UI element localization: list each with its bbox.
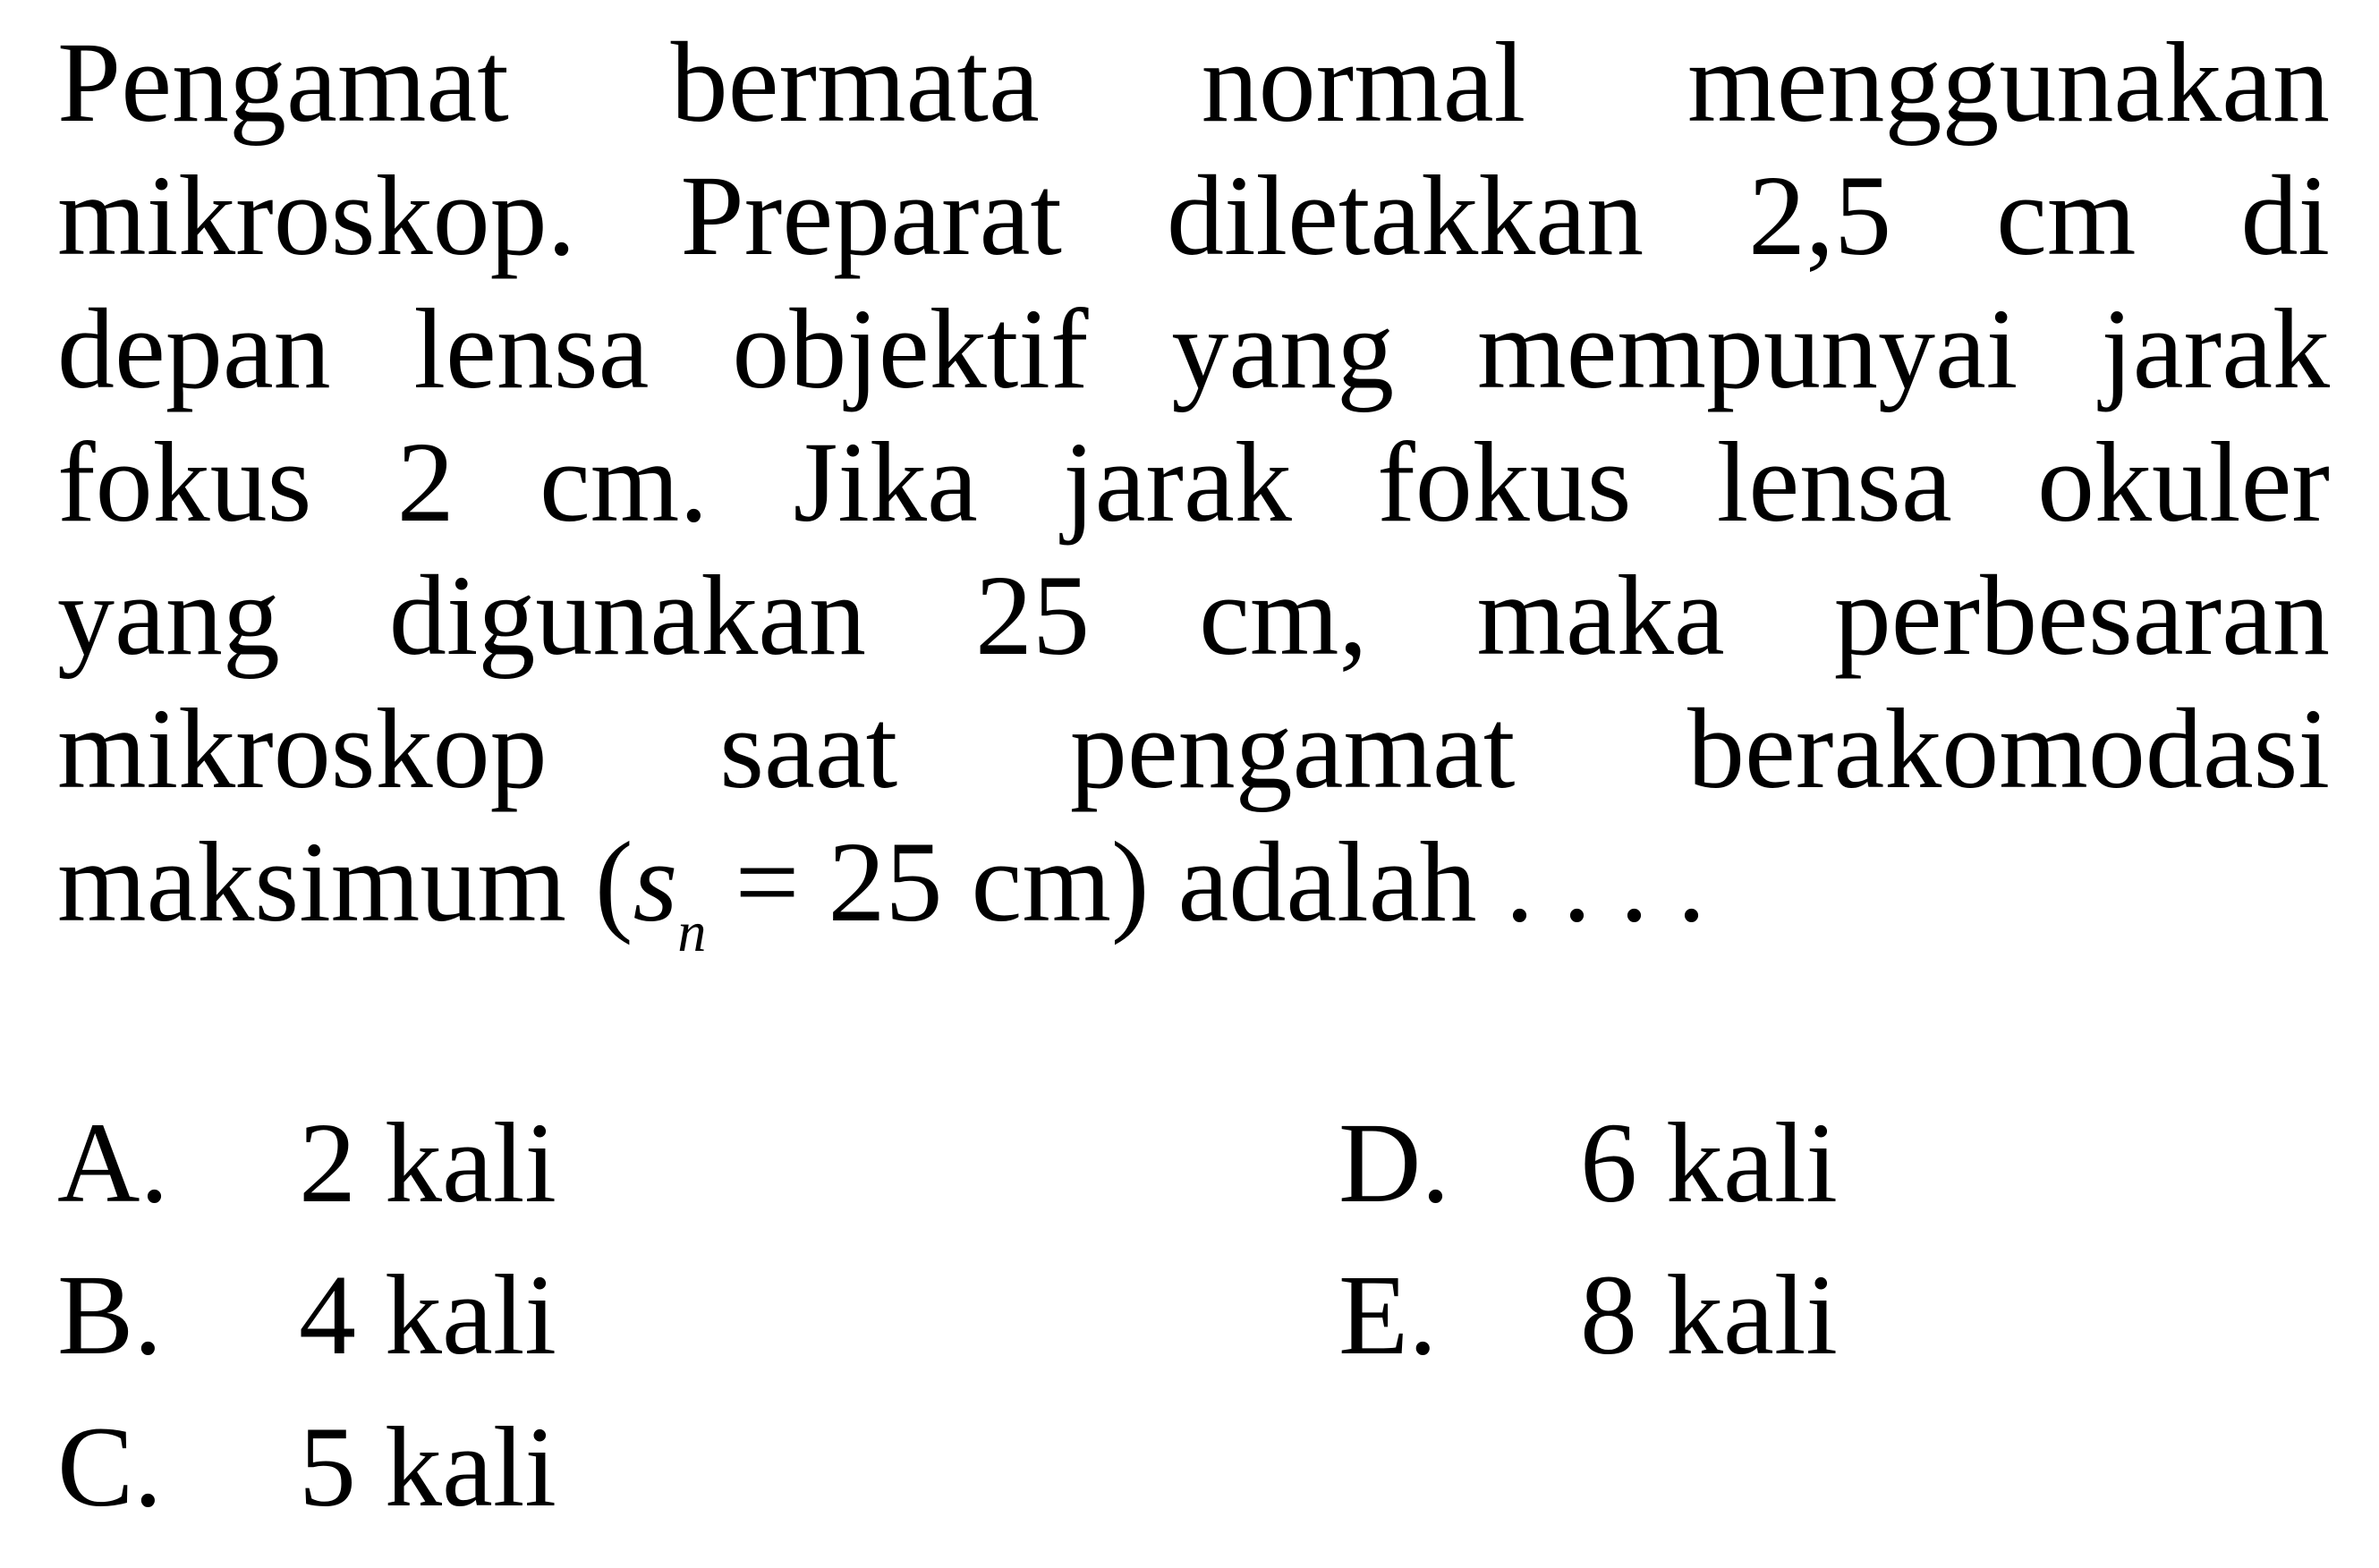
option-e[interactable] [1338, 1239, 1838, 1391]
option-b[interactable] [57, 1239, 557, 1391]
question-line-4: fokus 2 cm. Jika jarak fokus lensa okuler [57, 419, 2330, 546]
option-b-text: 4 kali [299, 1251, 557, 1378]
question-line-3: depan lensa objektif yang mempunyai jarak [57, 285, 2330, 412]
option-a-letter: A. [57, 1099, 169, 1226]
option-a[interactable] [57, 1087, 557, 1239]
option-b-letter: B. [57, 1251, 163, 1378]
option-d[interactable] [1338, 1087, 1838, 1239]
option-c-letter: C. [57, 1403, 163, 1530]
question-text [57, 16, 2330, 963]
question-line-6: mikroskop saat pengamat berakomodasi [57, 685, 2330, 812]
question-line-5: yang digunakan 25 cm, maka perbesaran [57, 552, 2330, 679]
option-c[interactable] [57, 1391, 557, 1543]
option-d-letter: D. [1338, 1099, 1450, 1226]
subscript-n: n [677, 900, 707, 963]
question-line-7-prefix: maksimum ( [57, 818, 633, 945]
option-e-letter: E. [1338, 1251, 1438, 1378]
question-line-7 [57, 816, 2330, 963]
option-c-text: 5 kali [299, 1403, 557, 1530]
option-e-text: 8 kali [1580, 1251, 1838, 1378]
question-line-2: mikroskop. Preparat diletakkan 2,5 cm di [57, 152, 2330, 279]
question-line-1: Pengamat bermata normal menggunakan [57, 19, 2330, 146]
option-a-text: 2 kali [299, 1099, 557, 1226]
option-d-text: 6 kali [1580, 1099, 1838, 1226]
variable-s: s [633, 818, 678, 945]
question-line-7-suffix: = 25 cm) adalah . . . . [706, 818, 1706, 945]
